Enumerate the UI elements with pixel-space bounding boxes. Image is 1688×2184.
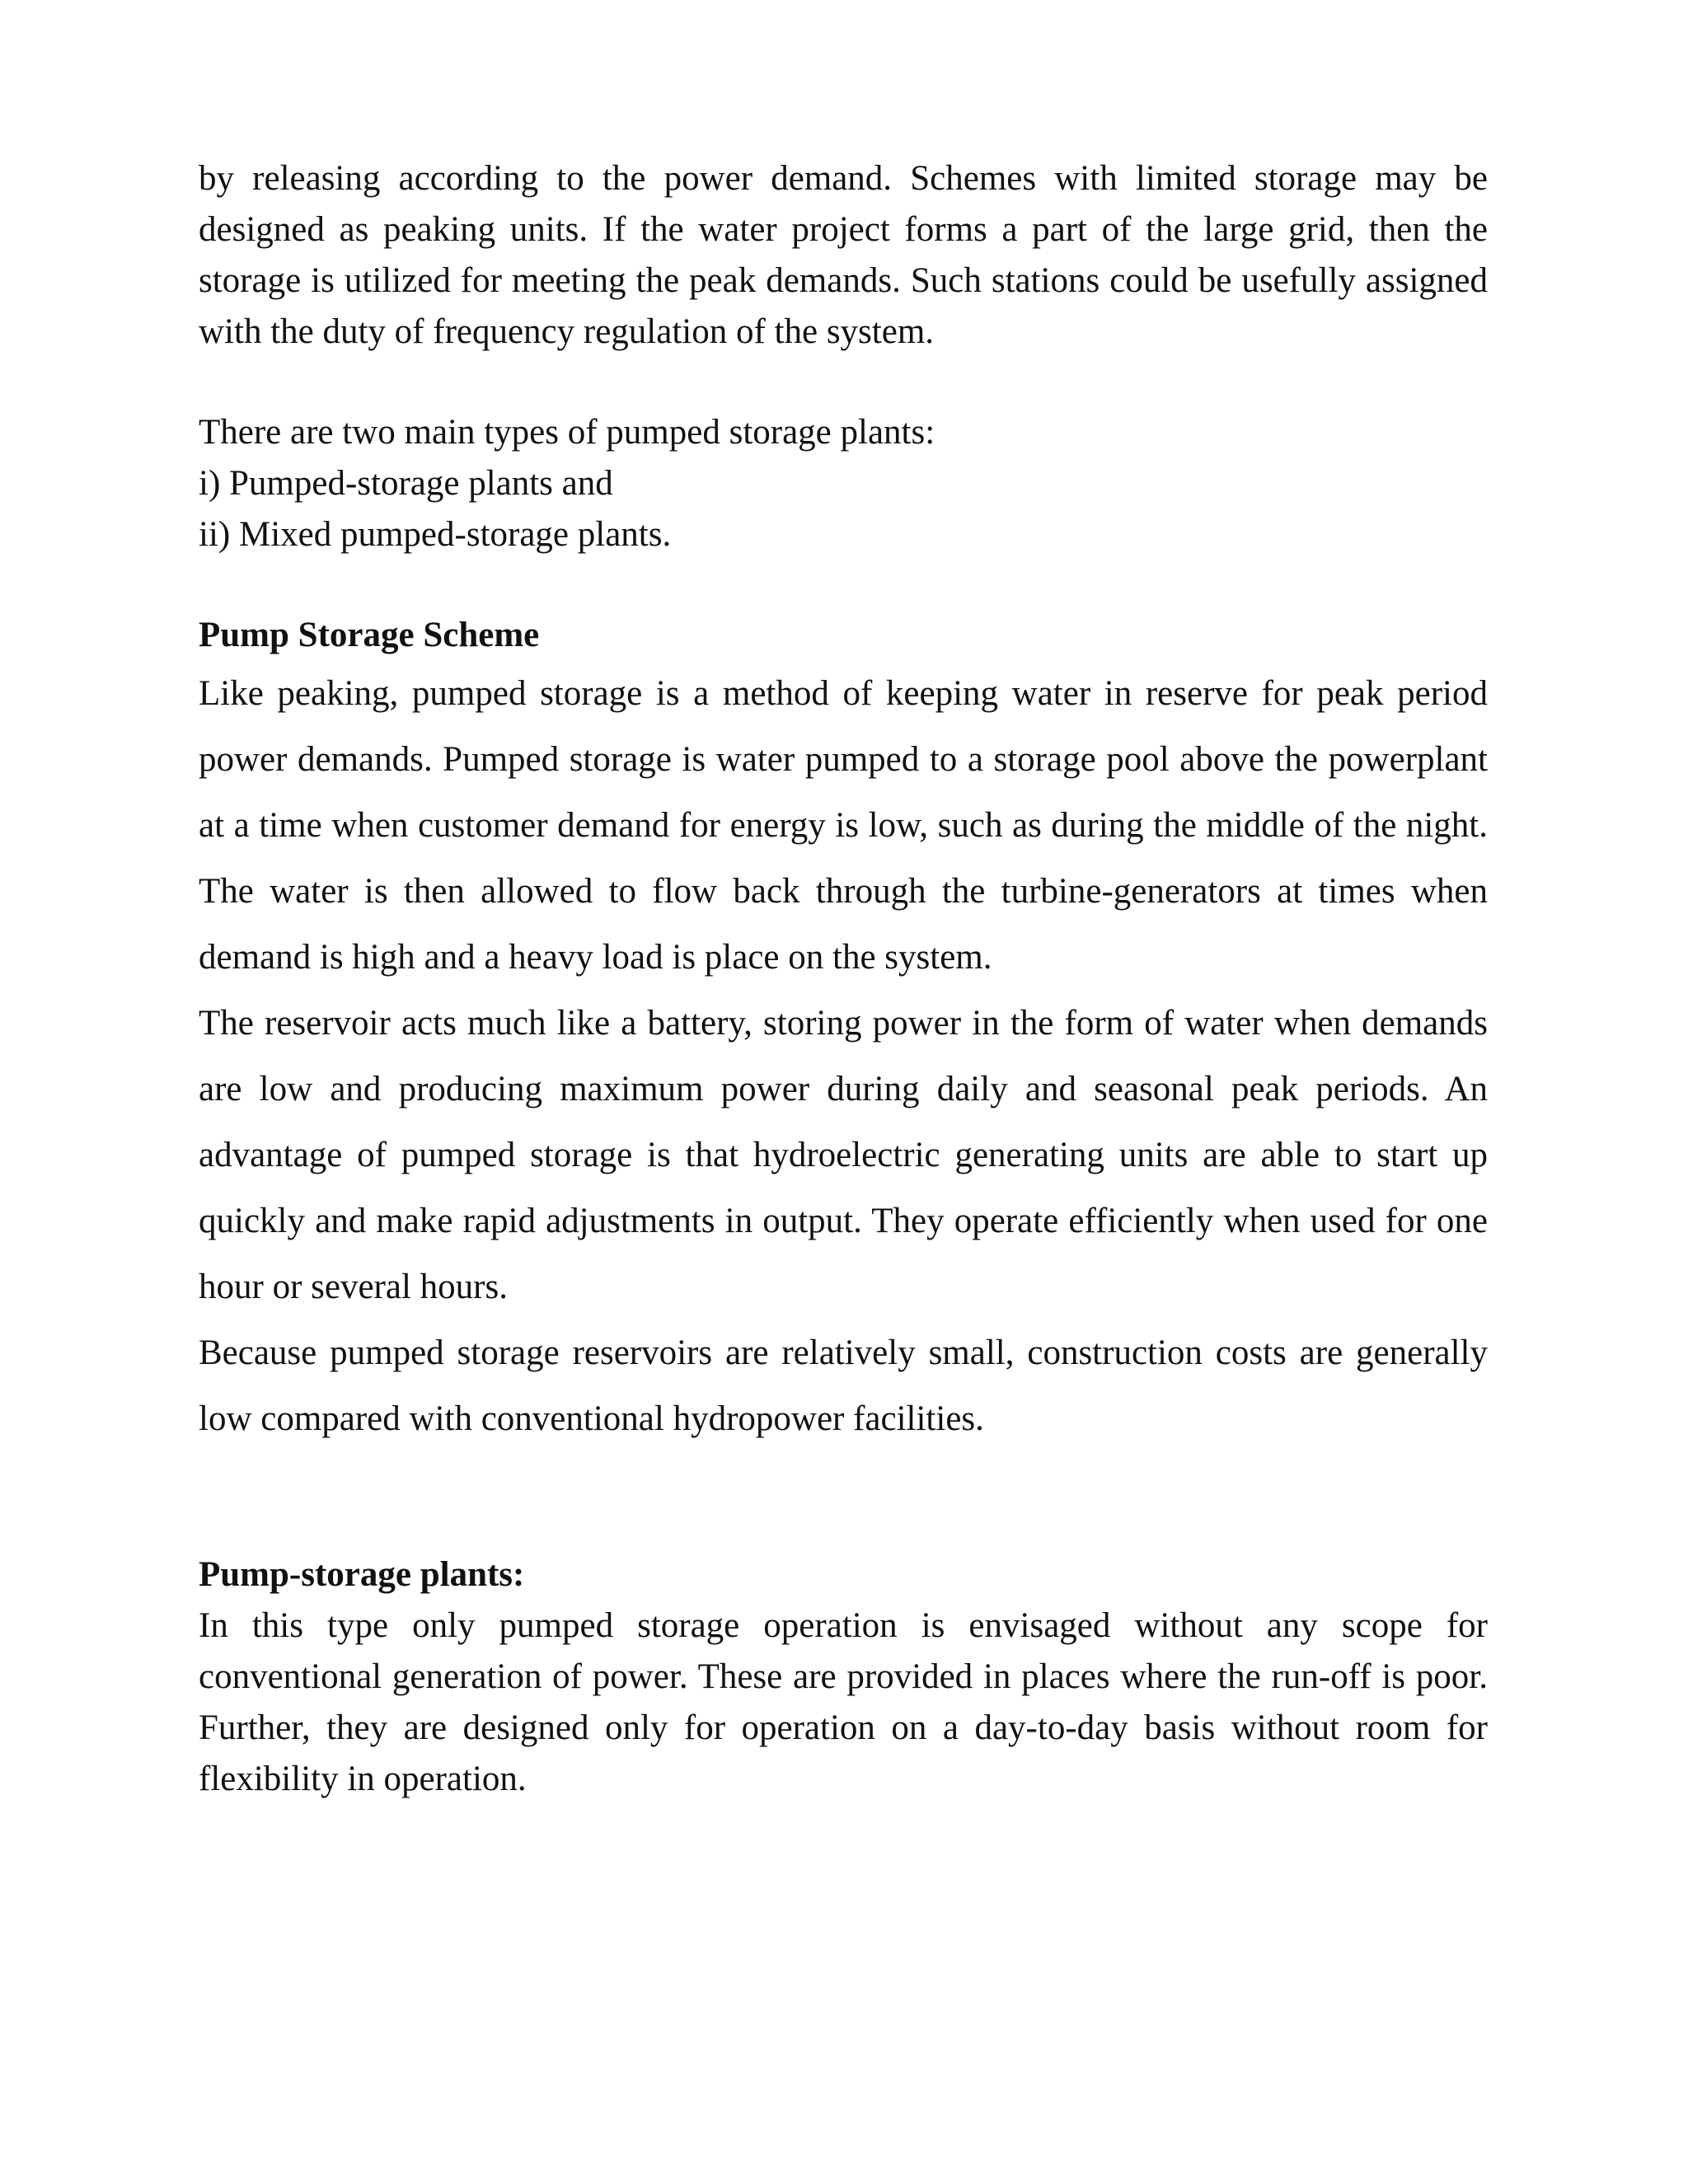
section-heading: Pump Storage Scheme (199, 616, 540, 654)
plant-types-list (199, 407, 1488, 560)
plant-types-intro: There are two main types of pumped storage plants: (199, 413, 935, 452)
section-heading: Pump-storage plants: (199, 1555, 525, 1594)
body-paragraph: Because pumped storage reservoirs are relatively small, construction costs are generally low compared with conventional hydropower facilities. (199, 1333, 1488, 1438)
plant-type-item: ii) Mixed pumped-storage plants. (199, 515, 672, 554)
body-paragraph: The reservoir acts much like a battery, storing power in the form of water when demands are low and producing maximum power during daily and seasonal peak periods. An advantage of pumped storage is that hydroelectric generating units are able to start up quickly and make rapid adjustments in output. They operate efficiently when used for one hour or several hours. (199, 1004, 1488, 1306)
document-page (199, 153, 1488, 1805)
body-paragraph: In this type only pumped storage operation is envisaged without any scope for conventional generation of power. These are provided in places where the run-off is poor. Further, they are designed only for operation on a day-to-day basis without room for flexibility in operation. (199, 1606, 1488, 1798)
pump-storage-scheme-section (199, 610, 1488, 1452)
plant-type-item: i) Pumped-storage plants and (199, 464, 613, 503)
top-paragraph: by releasing according to the power demand. Schemes with limited storage may be designed as peaking units. If the water project forms a part of the large grid, then the storage is utilized for meeting the peak demands. Such stations could be usefully assigned with the duty of frequency regulation of the system. (199, 159, 1488, 351)
body-paragraph: Like peaking, pumped storage is a method of keeping water in reserve for peak period power demands. Pumped storage is water pumped to a storage pool above the powerplant at a time when customer demand for energy is low, such as during the middle of the night. The water is then allowed to flow back through the turbine-generators at times when demand is high and a heavy load is place on the system. (199, 674, 1488, 977)
pump-storage-plants-section (199, 1549, 1488, 1805)
